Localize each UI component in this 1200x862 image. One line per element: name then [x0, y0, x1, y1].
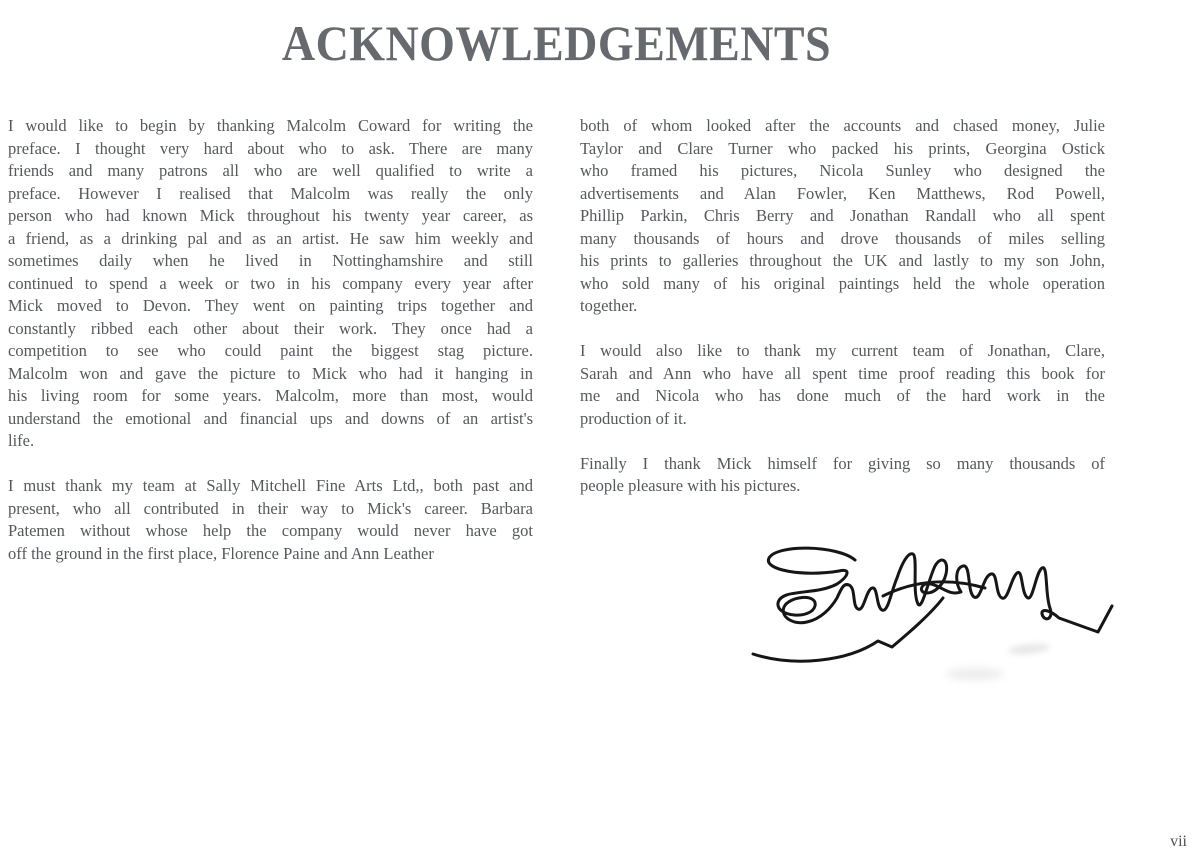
text-line: together. [580, 296, 638, 315]
text-columns [8, 115, 1105, 588]
text-line: friends and many patrons all who are well qualified to write a [8, 161, 533, 180]
handwritten-signature [745, 540, 1120, 665]
page-title: ACKNOWLEDGEMENTS [281, 15, 832, 71]
text-line: Taylor and Clare Turner who packed his prints, Georgina Ostick [580, 138, 1105, 158]
text-line: Malcolm won and gave the picture to Mick who had it hanging in [8, 363, 533, 383]
text-line: competition to see who could paint the biggest stag picture. [8, 341, 533, 360]
text-line: I would also like to thank my current team of Jonathan, Clare, [580, 341, 1105, 360]
paragraph [8, 115, 533, 453]
text-line: production of it. [580, 408, 687, 428]
text-line: both of whom looked after the accounts and chased money, Julie [580, 116, 1105, 135]
paragraph [580, 115, 1105, 318]
text-line: people pleasure with his pictures. [580, 476, 801, 495]
text-line: off the ground in the first place, Florence Paine and Ann Leather [8, 543, 434, 563]
text-line: who sold many of his original paintings held the whole operation [580, 273, 1105, 293]
text-line: who framed his pictures, Nicola Sunley who designed the [580, 161, 1105, 180]
text-line: I must thank my team at Sally Mitchell Fine Arts Ltd,, both past and [8, 476, 533, 495]
left-column [8, 115, 533, 588]
right-column [580, 115, 1105, 588]
text-line: me and Nicola who has done much of the hard work in the [580, 386, 1105, 405]
faint-ink-mark [946, 668, 1004, 680]
signature-drawing [745, 540, 1120, 665]
paragraph [580, 453, 1105, 498]
text-line: sometimes daily when he lived in Nottinghamshire and still [8, 251, 533, 270]
paragraph [8, 475, 533, 565]
text-line: present, who all contributed in their way to Mick's career. Barbara [8, 498, 533, 518]
paragraph [580, 340, 1105, 430]
text-line: continued to spend a week or two in his company every year after [8, 273, 533, 293]
text-line: Patemen without whose help the company would never have got [8, 521, 533, 540]
text-line: his prints to galleries throughout the UK and lastly to my son John, [580, 251, 1105, 270]
text-line: advertisements and Alan Fowler, Ken Matthews, Rod Powell, [580, 183, 1105, 203]
text-line: Sarah and Ann who have all spent time proof reading this book for [580, 363, 1105, 383]
text-line: many thousands of hours and drove thousands of miles selling [580, 228, 1105, 248]
text-line: life. [8, 431, 35, 450]
page-number: vii [1170, 833, 1187, 850]
text-line: preface. However I realised that Malcolm was really the only [8, 183, 533, 203]
text-line: Phillip Parkin, Chris Berry and Jonathan Randall who all spent [580, 206, 1105, 225]
text-line: I would like to begin by thanking Malcolm Coward for writing the [8, 116, 533, 135]
text-line: his living room for some years. Malcolm, more than most, would [8, 386, 533, 405]
text-line: constantly ribbed each other about their work. They once had a [8, 318, 533, 338]
text-line: Mick moved to Devon. They went on painting trips together and [8, 296, 533, 315]
text-line: a friend, as a drinking pal and as an artist. He saw him weekly and [8, 228, 533, 248]
text-line: preface. I thought very hard about who to ask. There are many [8, 138, 533, 158]
text-line: Finally I thank Mick himself for giving so many thousands of [580, 453, 1105, 473]
text-line: understand the emotional and financial ups and downs of an artist's [8, 408, 533, 428]
signature-main-stroke [768, 548, 1112, 632]
text-line: person who had known Mick throughout his twenty year career, as [8, 206, 533, 225]
signature-underline-stroke [753, 598, 943, 661]
